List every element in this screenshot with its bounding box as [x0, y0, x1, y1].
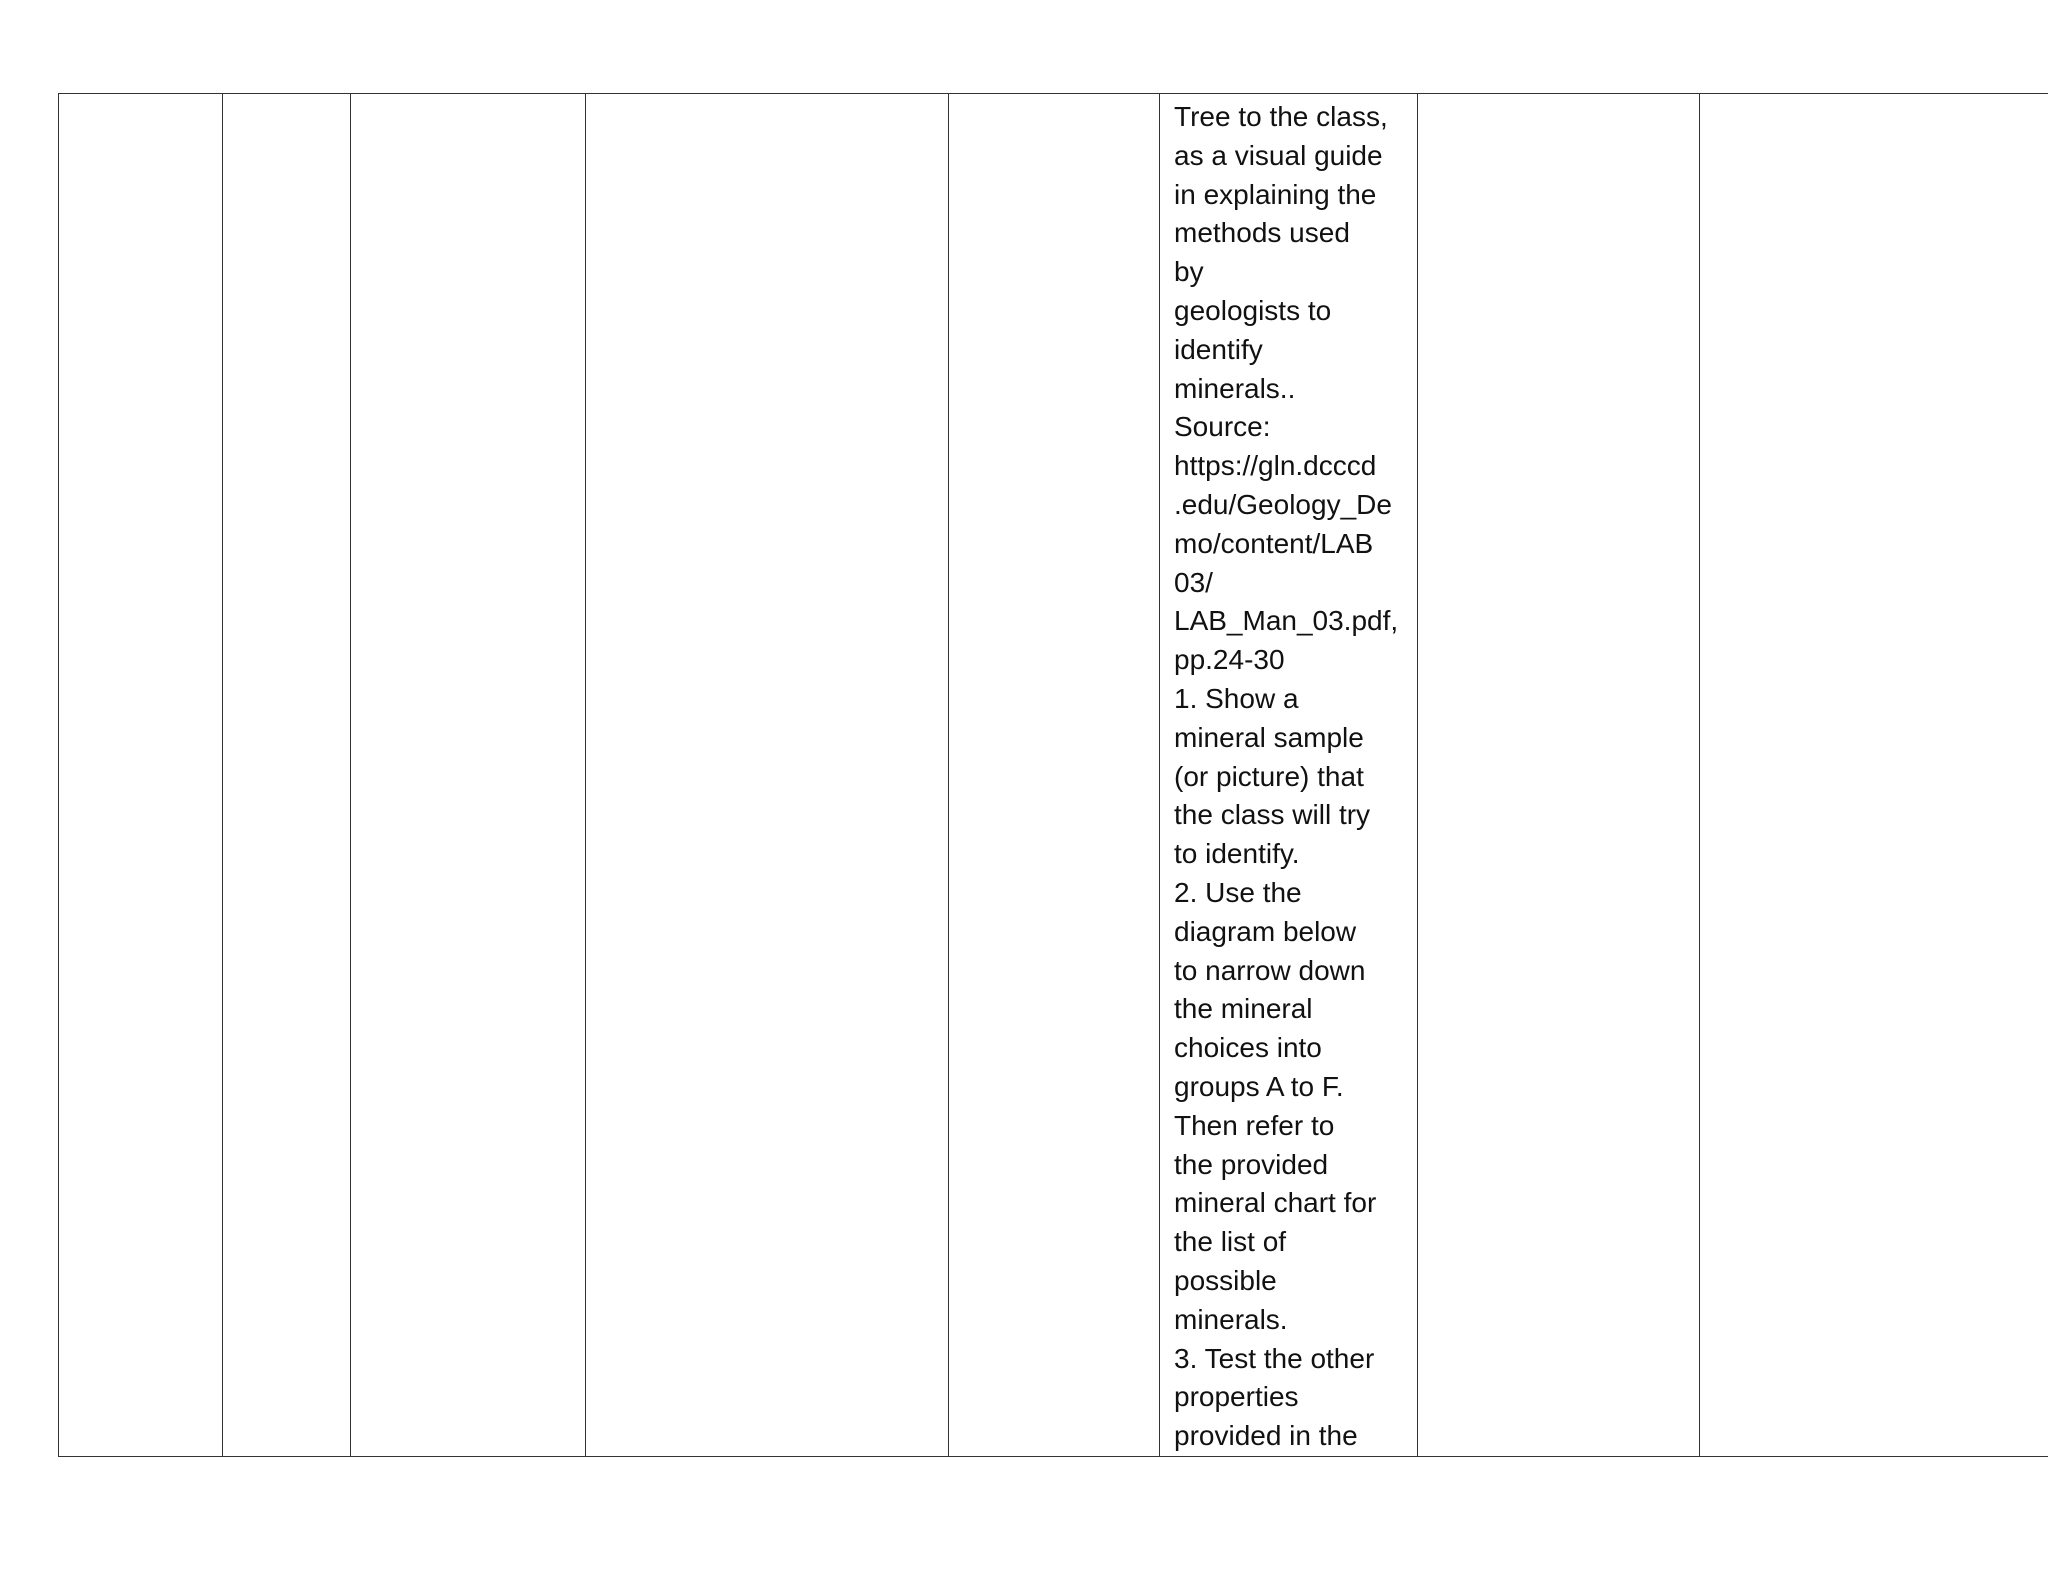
text-line: Then refer to — [1174, 1109, 1335, 1141]
table-cell-1 — [59, 94, 223, 1457]
text-line: methods used — [1174, 217, 1350, 249]
table-cell-4 — [586, 94, 949, 1457]
text-line: https://gln.dcccd — [1174, 450, 1377, 482]
text-line: (or picture) that — [1174, 760, 1364, 792]
text-line: properties — [1174, 1381, 1299, 1413]
table-cell-2 — [223, 94, 351, 1457]
text-line: by — [1174, 256, 1204, 288]
table-row — [59, 94, 2048, 1457]
table-cell-7 — [1418, 94, 1700, 1457]
text-line: to narrow down — [1174, 954, 1366, 986]
text-line: minerals.. — [1174, 372, 1296, 404]
text-line: 1. Show a — [1174, 682, 1299, 714]
text-line: the provided — [1174, 1148, 1329, 1180]
text-line: minerals. — [1174, 1303, 1288, 1335]
table-cell-8 — [1700, 94, 2048, 1457]
text-line: in explaining the — [1174, 178, 1377, 210]
text-line: LAB_Man_03.pdf, — [1174, 605, 1399, 637]
text-line: the mineral — [1174, 993, 1313, 1025]
text-line: .edu/Geology_De — [1174, 488, 1392, 520]
procedure-text — [1160, 94, 1417, 1456]
text-line: mineral chart for — [1174, 1187, 1377, 1219]
text-line: as a visual guide — [1174, 139, 1383, 171]
text-line: Source: — [1174, 411, 1271, 443]
text-line: geologists to — [1174, 294, 1332, 326]
text-line: pp.24-30 — [1174, 644, 1285, 676]
text-line: mo/content/LAB — [1174, 527, 1374, 559]
text-line: provided in the — [1174, 1420, 1358, 1452]
table-cell-5 — [949, 94, 1160, 1457]
text-line: groups A to F. — [1174, 1070, 1344, 1102]
text-line: Tree to the class, — [1174, 101, 1388, 132]
text-line: possible — [1174, 1264, 1277, 1296]
text-line: 3. Test the other — [1174, 1342, 1375, 1374]
table-cell-3 — [351, 94, 586, 1457]
text-line: the class will try — [1174, 799, 1371, 831]
text-line: the list of — [1174, 1226, 1287, 1258]
text-line: choices into — [1174, 1032, 1322, 1064]
text-line: 03/ — [1174, 566, 1213, 598]
table-cell-procedure — [1160, 94, 1418, 1457]
lesson-plan-table — [58, 93, 2048, 1457]
text-line: 2. Use the — [1174, 876, 1302, 908]
text-line: identify — [1174, 333, 1263, 365]
text-line: mineral sample — [1174, 721, 1364, 753]
text-line: to identify. — [1174, 838, 1300, 870]
text-line: diagram below — [1174, 915, 1357, 947]
